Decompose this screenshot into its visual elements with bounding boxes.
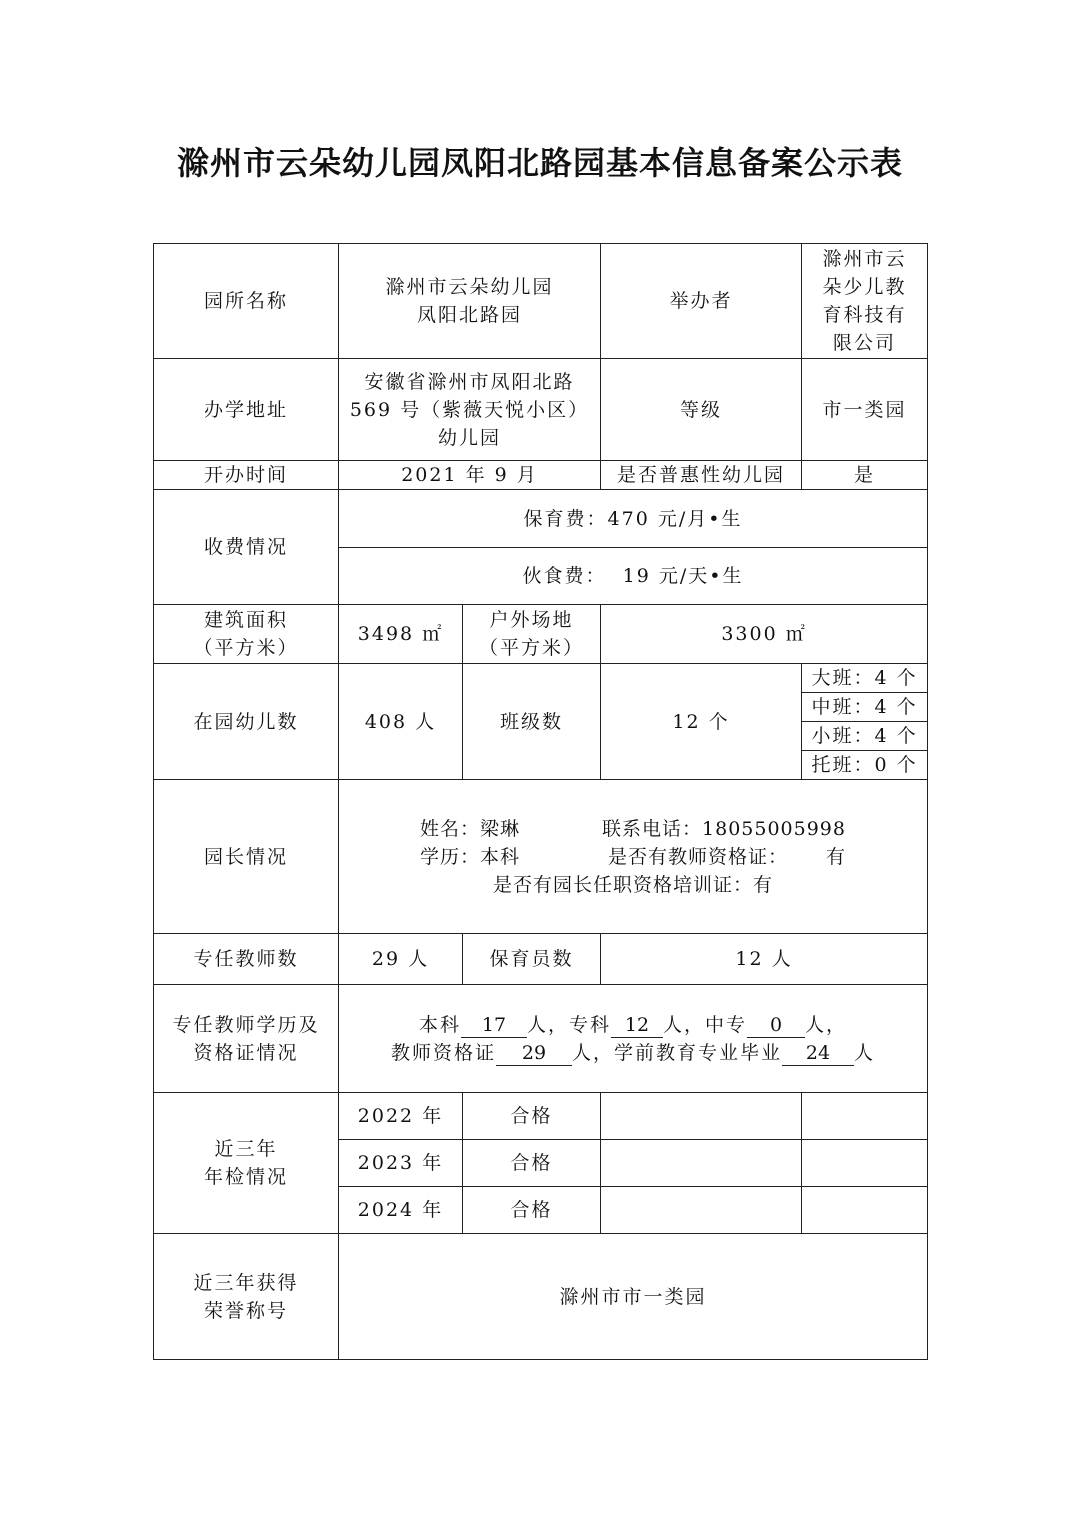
class-nursery: 托班：0 个 (802, 751, 928, 780)
honor-label-line1: 近三年获得 (193, 1271, 299, 1294)
grade-value: 市一类园 (802, 359, 928, 461)
inspection-blank (601, 1187, 802, 1234)
principal-line2 (341, 843, 925, 871)
outdoor-area-label (463, 605, 601, 664)
inspection-blank (802, 1187, 928, 1234)
outdoor-area-value: 3300 ㎡ (601, 605, 928, 664)
inspection-blank (601, 1093, 802, 1140)
nurses-value: 12 人 (601, 934, 928, 985)
row-honor (154, 1234, 928, 1360)
organizer-line1: 滁州市云 (822, 248, 907, 270)
row-fees-care (154, 490, 928, 548)
inspection-result-2023: 合格 (463, 1140, 601, 1187)
principal-teacher-cert: 是否有教师资格证： (608, 845, 789, 868)
qualification-label (154, 985, 339, 1093)
teachers-value: 29 人 (339, 934, 463, 985)
address-label: 办学地址 (154, 359, 339, 461)
principal-teacher-cert-value: 有 (826, 845, 847, 868)
class-small: 小班：4 个 (802, 722, 928, 751)
inspection-blank (802, 1093, 928, 1140)
document-title: 滁州市云朵幼儿园凤阳北路园基本信息备案公示表 (176, 144, 903, 182)
inspection-blank (802, 1140, 928, 1187)
outdoor-label-line1: 户外场地 (489, 609, 574, 631)
address-value (339, 359, 601, 461)
principal-head-cert: 是否有园长任职资格培训证：有 (493, 873, 774, 896)
name-value (339, 244, 601, 359)
honor-label (154, 1234, 339, 1360)
address-line1: 安徽省滁州市凤阳北路 (364, 370, 575, 393)
principal-line3 (341, 871, 925, 899)
children-value: 408 人 (339, 664, 463, 780)
inspection-label-line2: 年检情况 (203, 1166, 288, 1188)
inclusive-value: 是 (802, 461, 928, 490)
row-area (154, 605, 928, 664)
qualification-label-line2: 资格证情况 (193, 1041, 299, 1064)
secondary-count: 0 (747, 1013, 805, 1038)
row-staff (154, 934, 928, 985)
cert-count: 29 (496, 1041, 572, 1066)
junior-count: 12 (611, 1013, 663, 1038)
open-value: 2021 年 9 月 (339, 461, 601, 490)
building-label-line2: （平方米） (193, 637, 299, 659)
inspection-year-2023: 2023 年 (339, 1140, 463, 1187)
row-name (154, 244, 928, 359)
class-middle: 中班：4 个 (802, 693, 928, 722)
inspection-label (154, 1093, 339, 1234)
cert-prefix: 教师资格证 (390, 1041, 496, 1064)
qualification-line2 (341, 1039, 925, 1067)
principal-label: 园长情况 (154, 780, 339, 934)
line2-suffix: 人 (854, 1041, 876, 1064)
open-label: 开办时间 (154, 461, 339, 490)
organizer-label: 举办者 (601, 244, 802, 359)
row-principal (154, 780, 928, 934)
row-open (154, 461, 928, 490)
inspection-year-2024: 2024 年 (339, 1187, 463, 1234)
qualification-label-line1: 专任教师学历及 (172, 1013, 320, 1036)
qualification-line1 (341, 1011, 925, 1039)
organizer-line4: 限公司 (833, 332, 897, 354)
secondary-prefix: 人，中专 (663, 1013, 748, 1036)
preschool-prefix: 人，学前教育专业毕业 (572, 1041, 783, 1064)
children-label: 在园幼儿数 (154, 664, 339, 780)
qualification-info (339, 985, 928, 1093)
organizer-value (802, 244, 928, 359)
care-fee: 保育费：470 元/月•生 (339, 490, 928, 548)
principal-info (339, 780, 928, 934)
row-inspection-1 (154, 1093, 928, 1140)
honor-label-line2: 荣誉称号 (203, 1299, 288, 1322)
building-area-label (154, 605, 339, 664)
organizer-line2: 朵少儿教 (822, 276, 907, 298)
grade-label: 等级 (601, 359, 802, 461)
line1-suffix: 人， (805, 1013, 848, 1036)
principal-name: 姓名：梁琳 (420, 817, 521, 840)
principal-education: 学历：本科 (419, 845, 520, 868)
teachers-label: 专任教师数 (154, 934, 339, 985)
class-large: 大班：4 个 (802, 664, 928, 693)
inspection-result-2024: 合格 (463, 1187, 601, 1234)
info-table (153, 243, 928, 1360)
name-value-line2: 凤阳北路园 (417, 304, 523, 326)
row-children-1 (154, 664, 928, 693)
principal-line1 (341, 815, 925, 843)
organizer-line3: 育科技有 (822, 304, 907, 326)
address-line2: 569 号（紫薇天悦小区） (349, 398, 590, 421)
inspection-blank (601, 1140, 802, 1187)
meal-fee: 伙食费： 19 元/天•生 (339, 548, 928, 605)
inspection-label-line1: 近三年 (214, 1138, 278, 1160)
row-qualification (154, 985, 928, 1093)
junior-prefix: 人，专科 (526, 1013, 611, 1036)
inspection-result-2022: 合格 (463, 1093, 601, 1140)
honor-value: 滁州市市一类园 (339, 1234, 928, 1360)
principal-phone: 联系电话：18055005998 (602, 817, 846, 840)
name-label: 园所名称 (154, 244, 339, 359)
building-area-value: 3498 ㎡ (339, 605, 463, 664)
building-label-line1: 建筑面积 (203, 609, 288, 631)
inspection-year-2022: 2022 年 (339, 1093, 463, 1140)
bachelor-count: 17 (461, 1013, 527, 1038)
name-value-line1: 滁州市云朵幼儿园 (385, 276, 554, 298)
fees-label: 收费情况 (154, 490, 339, 605)
bachelor-prefix: 本科 (418, 1013, 461, 1036)
preschool-count: 24 (782, 1041, 854, 1066)
address-line3: 幼儿园 (438, 426, 502, 449)
classes-label: 班级数 (463, 664, 601, 780)
inclusive-label: 是否普惠性幼儿园 (601, 461, 802, 490)
nurses-label: 保育员数 (463, 934, 601, 985)
row-address (154, 359, 928, 461)
outdoor-label-line2: （平方米） (479, 637, 585, 659)
classes-value: 12 个 (601, 664, 802, 780)
